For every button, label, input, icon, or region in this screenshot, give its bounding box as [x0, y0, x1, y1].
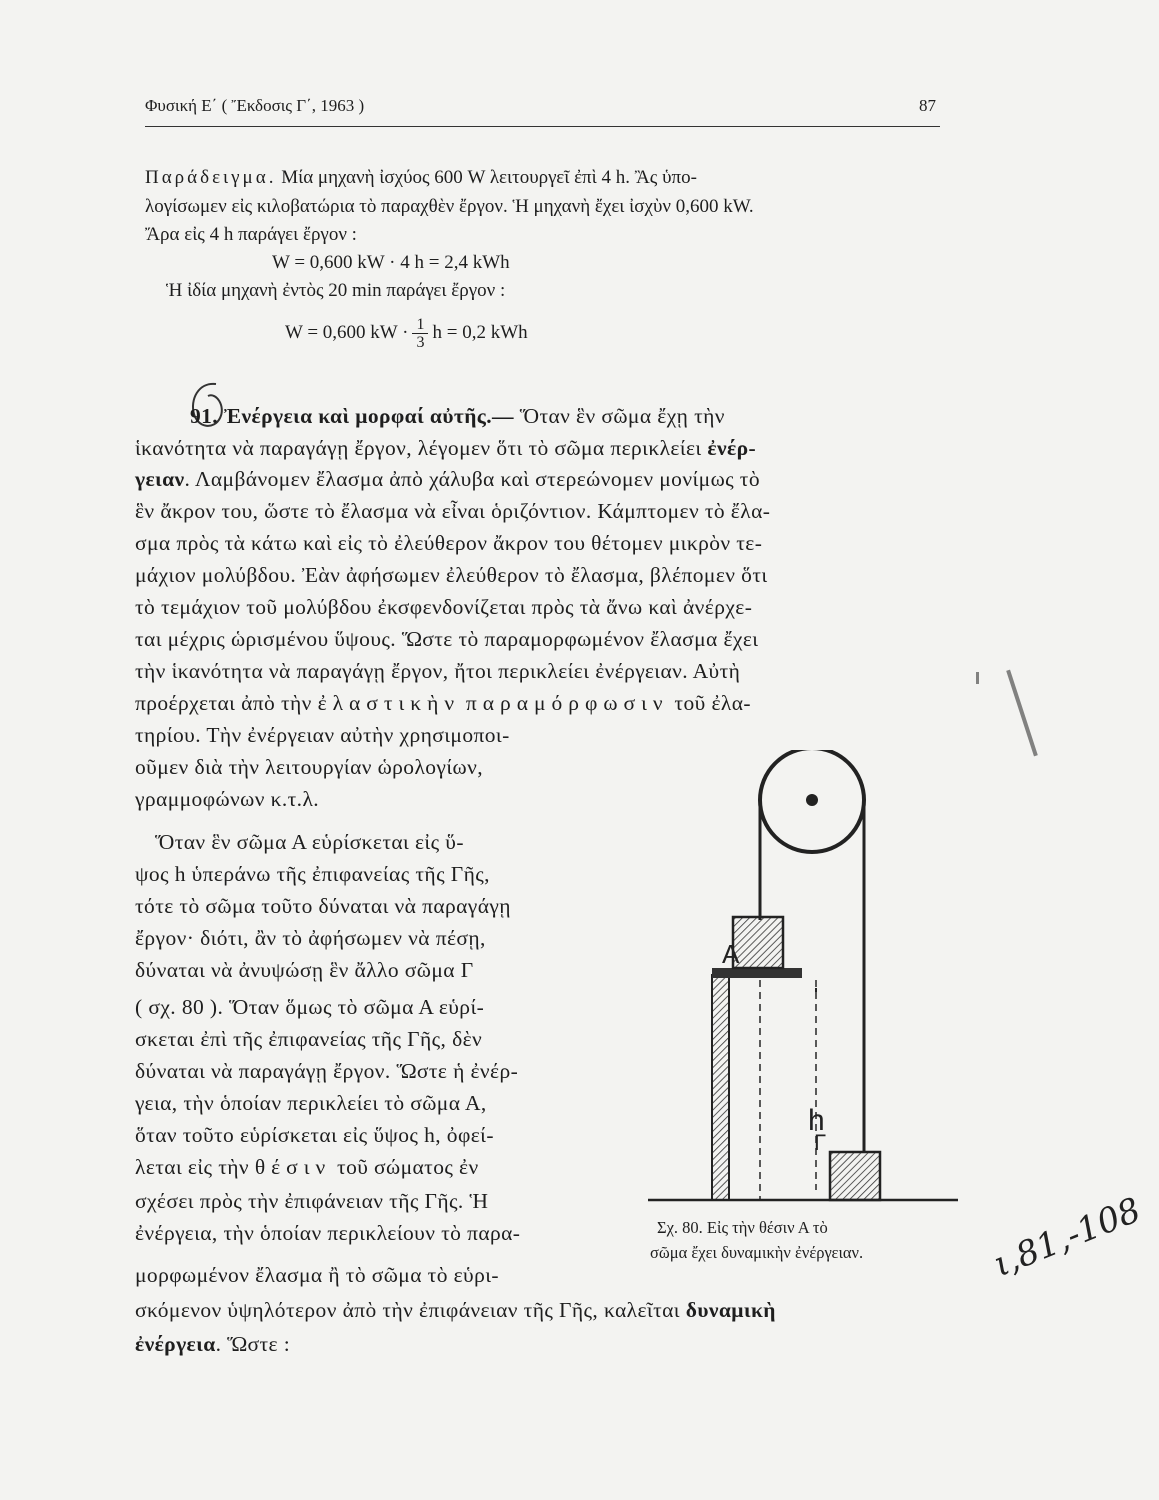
section-line-21: δύναται νὰ παραγάγῃ ἔργον. Ὥστε ἡ ἐνέρ-: [135, 1059, 519, 1083]
section-line-18: δύναται νὰ ἀνυψώσῃ ἓν ἄλλο σῶμα Γ: [135, 958, 474, 982]
section-line-28-text: σκόμενον ὑψηλότερον ἀπὸ τὴν ἐπιφάνειαν τῆς Γῆς, καλεῖται: [135, 1298, 686, 1322]
section-line-23: ὅταν τοῦτο εὑρίσκεται εἰς ὕψος h, ὀφεί-: [135, 1123, 494, 1147]
section-line-12: οῦμεν διὰ τὴν λειτουργίαν ὡρολογίων,: [135, 755, 483, 779]
term-energy-part1: ἐνέρ-: [707, 436, 757, 460]
equation-1: W = 0,600 kW · 4 h = 2,4 kWh: [272, 252, 510, 273]
equation-2-right: h = 0,2 kWh: [432, 321, 528, 343]
equation-2: [285, 316, 528, 351]
label-h: h: [808, 1104, 825, 1137]
fraction-denominator: 3: [416, 334, 425, 351]
body-Gamma: [830, 1152, 880, 1200]
section-line-16: τότε τὸ σῶμα τοῦτο δύναται νὰ παραγάγῃ: [135, 894, 511, 918]
section-number: 91.: [190, 404, 219, 428]
section-line-2-text: ἱκανότητα νὰ παραγάγῃ ἔργον, λέγομεν ὅτι τὸ σῶμα περικλείει: [135, 436, 708, 460]
section-line-24: [135, 1155, 479, 1180]
section-line-7: τὸ τεμάχιον τοῦ μολύβδου ἐκσφενδονίζεται πρὸς τὰ ἄνω καὶ ἀνέρχε-: [135, 595, 753, 619]
example-line-4: Ἡ ἰδία μηχανὴ ἐντὸς 20 min παράγει ἔργον :: [166, 280, 506, 301]
section-line-6: μάχιον μολύβδου. Ἐὰν ἀφήσωμεν ἐλεύθερον τὸ ἔλασμα, βλέπομεν ὅτι: [135, 563, 768, 587]
section-line-5: σμα πρὸς τὰ κάτω καὶ εἰς τὸ ἐλεύθερον ἄκρον του θέτομεν μικρὸν τε-: [135, 531, 763, 555]
section-line-4: ἓν ἄκρον του, ὥστε τὸ ἔλασμα νὰ εἶναι ὁριζόντιον. Κάμπτομεν τὸ ἔλα-: [135, 499, 771, 523]
handwritten-margin-note: ι,81,-108: [988, 1190, 1147, 1286]
section-line-14: Ὅταν ἓν σῶμα Α εὑρίσκεται εἰς ὕ-: [155, 830, 464, 854]
section-line-29: [135, 1332, 290, 1357]
section-line-1-text: Ὅταν ἓν σῶμα ἔχῃ τὴν: [513, 404, 725, 428]
figure-caption-line-2: σῶμα ἔχει δυναμικὴν ἐνέργειαν.: [650, 1243, 864, 1262]
support-shelf: [712, 968, 802, 978]
term-deformation: παραμόρφωσιν: [465, 691, 669, 715]
label-Gamma: Γ: [814, 1130, 827, 1155]
body-A: [733, 917, 783, 968]
section-line-9: τὴν ἱκανότητα νὰ παραγάγῃ ἔργον, ἤτοι περικλείει ἐνέργειαν. Αὐτὴ: [135, 659, 741, 683]
pulley-axle: [806, 794, 818, 806]
section-heading: Ἐνέργεια καὶ μορφαί αὐτῆς.—: [223, 404, 514, 428]
section-line-22: γεια, τὴν ὁποίαν περικλείει τὸ σῶμα Α,: [135, 1091, 487, 1115]
section-line-11: τηρίου. Τὴν ἐνέργειαν αὐτὴν χρησιμοποι-: [135, 723, 510, 747]
example-line-1-text: Μία μηχανὴ ἰσχύος 600 W λειτουργεῖ ἐπὶ 4 h. Ἂς ὑπο-: [276, 167, 697, 188]
term-potential: δυναμικὴ: [685, 1298, 776, 1322]
section-line-13: γραμμοφώνων κ.τ.λ.: [135, 787, 320, 811]
section-line-24-b: τοῦ σώματος ἐν: [331, 1155, 479, 1179]
section-line-3-text: . Λαμβάνομεν ἔλασμα ἀπὸ χάλυβα καὶ στερεώνομεν μονίμως τὸ: [184, 467, 760, 491]
section-line-29-text: . Ὥστε :: [215, 1332, 291, 1356]
term-energy-part2: γειαν: [135, 467, 185, 491]
section-line-27: μορφωμένον ἔλασμα ἢ τὸ σῶμα τὸ εὑρι-: [135, 1263, 499, 1287]
support-column: [712, 975, 729, 1200]
section-line-26: ἐνέργεια, τὴν ὁποίαν περικλείουν τὸ παρα-: [135, 1221, 521, 1245]
figure-80: [648, 750, 958, 1210]
section-line-28: [135, 1298, 776, 1323]
fraction-numerator: 1: [412, 316, 428, 334]
section-line-2: [135, 436, 756, 461]
margin-stroke: [1006, 670, 1038, 757]
section-line-25: σχέσει πρὸς τὴν ἐπιφάνειαν τῆς Γῆς. Ἡ: [135, 1189, 489, 1213]
section-line-8: ται μέχρις ὡρισμένου ὕψους. Ὥστε τὸ παραμορφωμένον ἔλασμα ἔχει: [135, 627, 759, 651]
section-line-10-a: προέρχεται ἀπὸ τὴν: [135, 691, 318, 715]
section-line-15: ψος h ὑπεράνω τῆς ἐπιφανείας τῆς Γῆς,: [135, 862, 490, 886]
label-A: Α: [722, 939, 740, 969]
section-line-10-b: τοῦ ἐλα-: [668, 691, 751, 715]
figure-caption-line-1: Σχ. 80. Εἰς τὴν θέσιν Α τὸ: [657, 1218, 828, 1237]
section-line-19: ( σχ. 80 ). Ὅταν ὅμως τὸ σῶμα Α εὑρί-: [135, 995, 485, 1019]
equation-2-left: W = 0,600 kW ·: [285, 321, 409, 343]
term-elastic: ἐλαστικὴν: [317, 691, 461, 715]
section-line-3: [135, 467, 760, 492]
fraction: [412, 316, 428, 351]
section-line-10: [135, 691, 751, 716]
book-title: Φυσική Ε΄ ( Ἔκδοσις Γ΄, 1963 ): [145, 96, 365, 115]
section-line-20: σκεται ἐπὶ τῆς ἐπιφανείας τῆς Γῆς, δὲν: [135, 1027, 483, 1051]
term-energy-final: ἐνέργεια: [135, 1332, 216, 1356]
margin-tick: [976, 672, 979, 684]
example-label: Παράδειγμα.: [145, 167, 277, 188]
page-number: 87: [919, 96, 936, 115]
page-header: [145, 96, 940, 127]
example-line-3: Ἄρα εἰς 4 h παράγει ἔργον :: [145, 224, 357, 245]
section-line-24-a: λεται εἰς τὴν: [135, 1155, 255, 1179]
section-line-17: ἔργον· διότι, ἂν τὸ ἀφήσωμεν νὰ πέσῃ,: [135, 926, 486, 950]
term-position: θέσιν: [254, 1155, 332, 1179]
example-line-2: λογίσωμεν εἰς κιλοβατώρια τὸ παραχθὲν ἔργον. Ἡ μηχανὴ ἔχει ἰσχὺν 0,600 kW.: [145, 196, 754, 217]
example-line-1: [145, 167, 697, 189]
section-line-1: [190, 404, 725, 429]
